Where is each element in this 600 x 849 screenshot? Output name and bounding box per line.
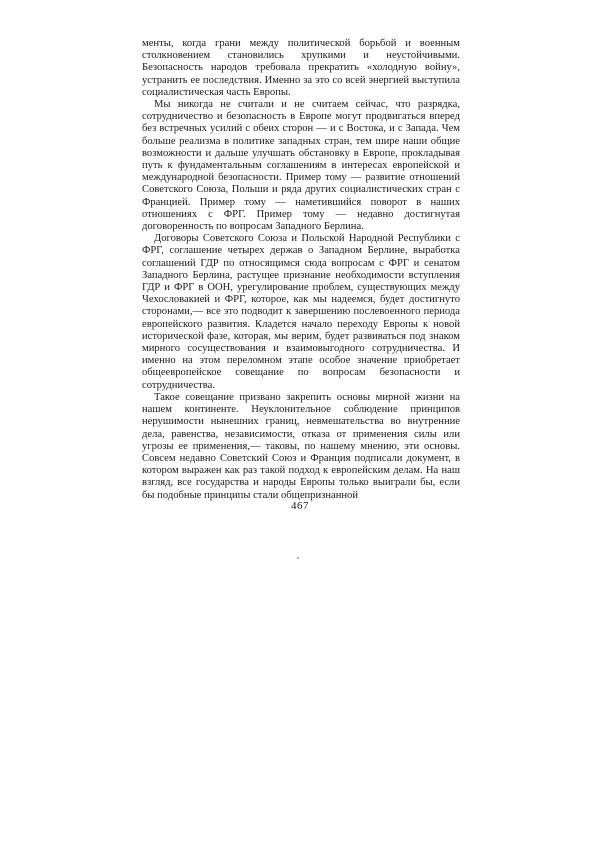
paragraph-4: Такое совещание призвано закрепить основы мирной жизни на нашем континенте. Неуклонительное соблюдение принципов нерушимости нынешних границ, невмешательства во внутренние дела, равенства, независимости, отказа от применения силы или угрозы ее применения,— таковы, по нашему мнению, эти основы. Совсем недавно Советский Союз и Франция подписали документ, в котором выражен как раз такой подход к европейским делам. На наш взгляд, все государства и народы Европы только выиграли бы, если бы подобные принципы стали общепризнанной bbox=[142, 391, 460, 501]
paragraph-3: Договоры Советского Союза и Польской Народной Республики с ФРГ, соглашение четырех держав о Западном Берлине, выработка соглашений ГДР по относящимся сюда вопросам с ФРГ и сенатом Западного Берлина, растущее признание необходимости вступления ГДР и ФРГ в ООН, урегулирование проблем, существующих между Чехословакией и ФРГ, которое, как мы надеемся, будет достигнуто сторонами,— все это подводит к завершению послевоенного периода европейского развития. Кладется начало переходу Европы к новой исторической фазе, которая, мы верим, будет развиваться под знаком мирного сосуществования и взаимовыгодного сотрудничества. И именно на этом переломном этапе особое значение приобретает общеевропейское совещание по вопросам безопасности и сотрудничества. bbox=[142, 233, 460, 391]
page-text-block bbox=[142, 38, 460, 502]
paragraph-1: менты, когда грани между политической борьбой и военным столкновением становились хрупкими и неустойчивыми. Безопасность народов требовала прекратить «холодную войну», устранить ее последствия. Именно за это со всей энергией выступила социалистическая часть Европы. bbox=[142, 38, 460, 98]
scan-speck bbox=[297, 557, 299, 559]
page-number: 467 bbox=[291, 500, 309, 512]
paragraph-2: Мы никогда не считали и не считаем сейчас, что разрядка, сотрудничество и безопасность в Европе могут продвигаться вперед без встречных усилий с обеих сторон — и с Востока, и с Запада. Чем больше реализма в политике западных стран, тем шире наши общие возможности и дальше улучшать обстановку в Европе, прокладывая путь к фундаментальным соглашениям в интересах европейской и международной безопасности. Пример тому — развитие отношений Советского Союза, Польши и ряда других социалистических стран с Францией. Пример тому — наметившийся поворот в наших отношениях с ФРГ. Пример тому — недавно достигнутая договоренность по вопросам Западного Берлина. bbox=[142, 99, 460, 233]
